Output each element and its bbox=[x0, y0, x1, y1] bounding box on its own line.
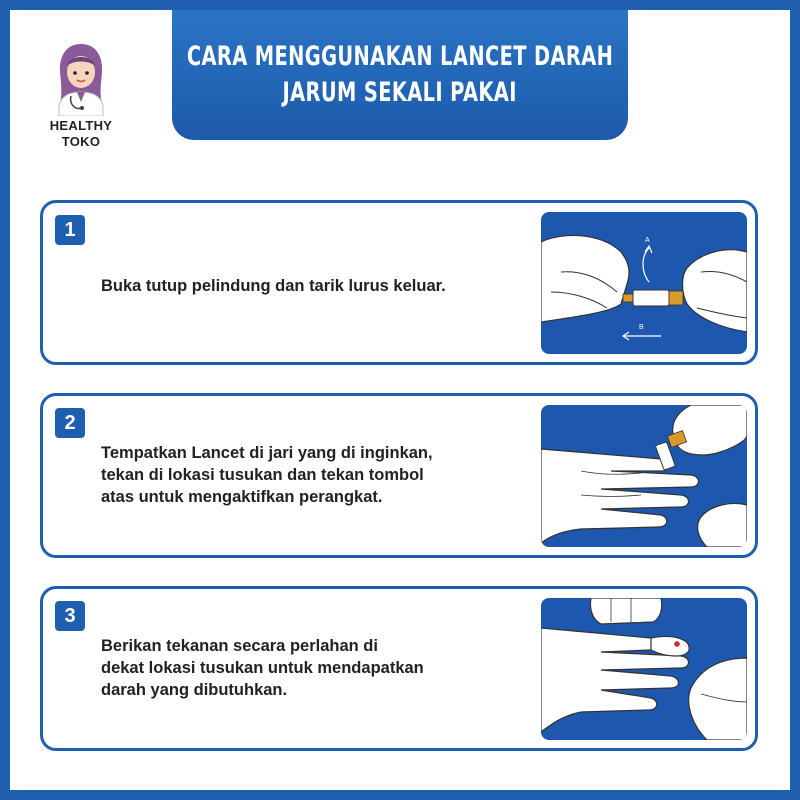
label-a: A bbox=[645, 237, 650, 244]
title-banner bbox=[172, 10, 628, 140]
step-number-badge: 1 bbox=[55, 215, 85, 245]
step-2-line-2: tekan di lokasi tusukan dan tekan tombol bbox=[101, 466, 424, 484]
page-title-line1: CARA MENGGUNAKAN LANCET DARAH bbox=[186, 41, 614, 72]
nurse-avatar-icon bbox=[51, 40, 111, 116]
step-3-instruction bbox=[101, 635, 531, 701]
brand-name-line1: HEALTHY bbox=[49, 118, 113, 133]
page-title-line2: JARUM SEKALI PAKAI bbox=[282, 77, 518, 108]
label-b: B bbox=[639, 324, 644, 331]
step-2-line-3: atas untuk mengaktifkan perangkat. bbox=[101, 488, 383, 506]
step-2-line-1: Tempatkan Lancet di jari yang di inginkan, bbox=[101, 444, 433, 462]
step-1-illustration bbox=[541, 212, 747, 354]
step-card-3 bbox=[40, 586, 758, 751]
step-number-badge: 2 bbox=[55, 408, 85, 438]
step-3-line-1: Berikan tekanan secara perlahan di bbox=[101, 637, 378, 655]
step-2-instruction bbox=[101, 442, 531, 508]
step-2-illustration bbox=[541, 405, 747, 547]
step-3-illustration bbox=[541, 598, 747, 740]
brand-logo bbox=[36, 40, 126, 150]
step-number-badge: 3 bbox=[55, 601, 85, 631]
step-1-line-1: Buka tutup pelindung dan tarik lurus keluar. bbox=[101, 277, 446, 295]
step-card-1 bbox=[40, 200, 758, 365]
brand-name-line2: TOKO bbox=[61, 134, 101, 149]
step-card-2 bbox=[40, 393, 758, 558]
blood-drop-icon bbox=[674, 641, 680, 647]
step-3-line-3: darah yang dibutuhkan. bbox=[101, 681, 288, 699]
step-3-line-2: dekat lokasi tusukan untuk mendapatkan bbox=[101, 659, 424, 677]
step-1-instruction bbox=[101, 275, 531, 297]
